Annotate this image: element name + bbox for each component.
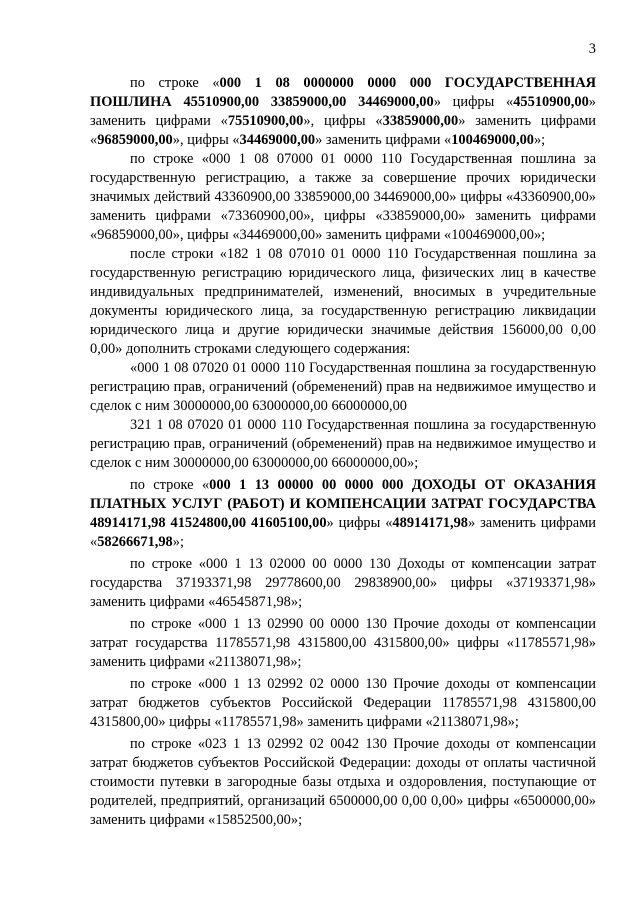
- paragraph-p7: [90, 555, 596, 612]
- paragraph-p1: [90, 74, 596, 150]
- text-run: » цифры «: [326, 515, 393, 531]
- text-run: по строке «: [130, 477, 210, 493]
- paragraph-p5: [90, 416, 596, 473]
- text-run: »;: [172, 534, 184, 550]
- text-run: 321 1 08 07020 01 0000 110 Государственная пошлина за государственную регистрацию прав, ограничений (обременений) прав на недвижимое имущество и сделок с ним 30000000,00 63000000,00 66000000,00»;: [90, 417, 596, 471]
- text-run: по строке «000 1 13 02992 02 0000 130 Прочие доходы от компенсации затрат бюджетов субъектов Российской Федерации 11785571,98 4315800,00 4315800,00» цифры «11785571,98» заменить цифрами «21138071,98»;: [90, 676, 596, 730]
- bold-text-run: 48914171,98: [392, 515, 468, 531]
- text-run: по строке «: [130, 75, 220, 91]
- document-body: [90, 74, 596, 830]
- paragraph-p6: [90, 476, 596, 552]
- text-run: », цифры «: [172, 132, 240, 148]
- bold-text-run: 100469000,00: [451, 132, 534, 148]
- paragraph-p9: [90, 675, 596, 732]
- text-run: по строке «000 1 13 02990 00 0000 130 Прочие доходы от компенсации затрат государства 11785571,98 4315800,00 4315800,00» цифры «11785571,98» заменить цифрами «21138071,98»;: [90, 616, 596, 670]
- bold-text-run: 75510900,00: [227, 113, 304, 129]
- text-run: » заменить цифрами «: [90, 515, 596, 550]
- text-run: » заменить цифрами «: [315, 132, 452, 148]
- text-run: после строки «182 1 08 07010 01 0000 110 Государственная пошлина за государственную регистрацию юридического лица, физических лиц в качестве индивидуальных предпринимателей, изменений, вносимых в учредительные документы юридического лица, за государственную регистрацию ликвидации юридического лица и другие юридически значимые действия 156000,00 0,00 0,00» дополнить строками следующего содержания:: [90, 246, 596, 357]
- text-run: по строке «000 1 13 02000 00 0000 130 Доходы от компенсации затрат государства 37193371,98 29778600,00 29838900,00» цифры «37193371,98» заменить цифрами «46545871,98»;: [90, 556, 596, 610]
- paragraph-p10: [90, 735, 596, 830]
- text-run: » цифры «: [433, 94, 514, 110]
- paragraph-p8: [90, 615, 596, 672]
- text-run: по строке «023 1 13 02992 02 0042 130 Прочие доходы от компенсации затрат бюджетов субъектов Российской Федерации: доходы от оплаты частичной стоимости путевки в загородные базы отдыха и оздоровления, поступающие от родителей, предприятий, организаций 6500000,00 0,00 0,00» цифры «6500000,00» заменить цифрами «15852500,00»;: [90, 736, 596, 828]
- paragraph-p4: [90, 359, 596, 416]
- bold-text-run: 34469000,00: [239, 132, 316, 148]
- text-run: », цифры «: [303, 113, 383, 129]
- bold-text-run: 33859000,00: [382, 113, 459, 129]
- bold-text-run: 58266671,98: [97, 534, 173, 550]
- bold-text-run: 45510900,00: [513, 94, 589, 110]
- paragraph-p3: [90, 245, 596, 359]
- page-number: 3: [588, 41, 596, 57]
- text-run: » заменить цифрами «: [90, 113, 597, 148]
- paragraph-p2: [90, 150, 596, 245]
- text-run: » заменить цифрами «: [90, 94, 596, 129]
- bold-text-run: 000 1 08 0000000 0000 000 ГОСУДАРСТВЕННАЯ ПОШЛИНА 45510900,00 33859000,00 34469000,00: [90, 75, 596, 110]
- text-run: «000 1 08 07020 01 0000 110 Государственная пошлина за государственную регистрацию прав, ограничений (обременений) прав на недвижимое имущество и сделок с ним 30000000,00 63000000,00 66000000,00: [90, 360, 596, 414]
- bold-text-run: 96859000,00: [97, 132, 173, 148]
- text-run: »;: [533, 132, 546, 148]
- bold-text-run: 000 1 13 00000 00 0000 000 ДОХОДЫ ОТ ОКАЗАНИЯ ПЛАТНЫХ УСЛУГ (РАБОТ) И КОМПЕНСАЦИИ ЗАТРАТ ГОСУДАРСТВА 48914171,98 41524800,00 41605100,00: [90, 477, 596, 531]
- text-run: по строке «000 1 08 07000 01 0000 110 Государственная пошлина за государственную регистрацию, а также за совершение прочих юридически значимых действий 43360900,00 33859000,00 34469000,00» цифры «43360900,00» заменить цифрами «73360900,00», цифры «33859000,00» заменить цифрами «96859000,00», цифры «34469000,00» заменить цифрами «100469000,00»;: [90, 151, 596, 243]
